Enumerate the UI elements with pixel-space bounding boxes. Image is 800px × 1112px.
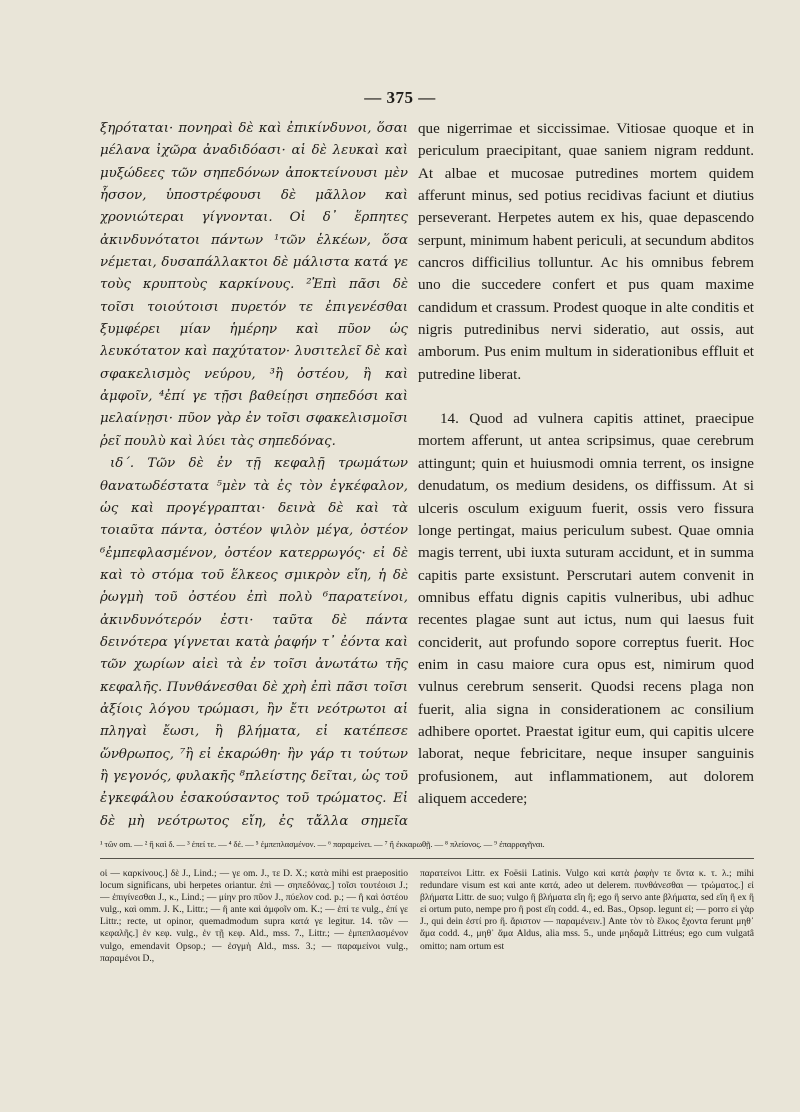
greek-column bbox=[100, 118, 408, 833]
footnote-divider bbox=[100, 858, 754, 859]
greek-paragraph-2: ιδ΄. Τῶν δὲ ἐν τῇ κεφαλῇ τρωμάτων θανατωδέστατα ⁵μὲν τὰ ἐς τὸν ἐγκέφαλον, ὡς καὶ προγέγραπται· δεινὰ δὲ καὶ τὰ τοιαῦτα πάντα, ὀστέον ψιλὸν μέγα, ὀστέον ⁶ἐμπεφλασμένον, ὀστέον κατερρωγός· εἰ δὲ καὶ τὸ στόμα τοῦ ἕλκεος σμικρὸν εἴη, ἡ δὲ ῥωγμὴ τοῦ ὀστέου ἐπὶ πολὺ ⁶παρατείνοι, ἀκινδυνότερόν ἐστι· ταῦτα δὲ πάντα δεινότερα γίγνεται κατὰ ῥαφήν τ᾽ ἐόντα καὶ τῶν χωρίων αἰεὶ τὰ ἐν τοῖσι ἀνωτάτω τῆς κεφαλῆς. Πυνθάνεσθαι δὲ χρὴ ἐπὶ πᾶσι τοῖσι ἀξίοις λόγου τρώμασι, ἢν ἔτι νεότρωτοι αἱ πληγαὶ ἔωσι, ἢ βλήματα, εἰ κατέπεσε ὥνθρωπος, ⁷ἢ εἰ ἐκαρώθη· ἢν γάρ τι τούτων ἢ γεγονός, φυλακῆς ⁸πλείστης δεῖται, ὡς τοῦ ἐγκεφάλου ἐσακούσαντος τοῦ τρώματος. Εἰ δὲ μὴ νεότρωτος εἴη, ἐς τἄλλα σημεῖα bbox=[100, 456, 408, 829]
notes-left-text: οἱ — καρκίνους.] δὲ J., Lind.; — γε om. J., τε D. X.; κατὰ mihi est praepositio locum significans, ubi herpetes oriantur. ἐπὶ — σηπεδόνας.] τοῖσι τουτέοισι J.; — ἐπιγίνεσθαι J., κ., Lind.; — μίην pro πῦον J., πύελον cod. p.; — ἢ καὶ ὀστέου vulg., καὶ omm. J. K., Littr.; — ἢ ante καὶ ἀμφοῖν om. K.; — ἐπί τε vulg., ἐπί γε Littr.; recte, ut opinor, quemadmodum supra κατά γε legitur. 14. τῶν — κεφαλῆς.] ἐν κεφ. vulg., ἐν τῇ κεφ. Ald., mss. 7., Littr.; — ἐμπεπλασμένον vulgo, emendavit Opsop.; — ἐσγμὴ Ald., mss. 3.; — παραμείνοι vulg., παραμένοι D., bbox=[100, 869, 408, 964]
page-number: — 375 — bbox=[364, 88, 436, 107]
latin-column bbox=[418, 118, 754, 833]
critical-notes-left bbox=[100, 868, 408, 1103]
greek-paragraph-1: ξηρόταται· πονηραὶ δὲ καὶ ἐπικίνδυνοι, ὅσαι μέλανα ἰχῶρα ἀναδιδόασι· αἱ δὲ λευκαὶ καὶ μυξώδεες τῶν σηπεδόνων ἀποκτείνουσι μὲν ἧσσον, ὑποστρέφουσι δὲ μᾶλλον καὶ χρονιώτεραι γίγνονται. Οἱ δ᾽ ἕρπητες ἀκινδυνότατοι πάντων ¹τῶν ἑλκέων, ὅσα νέμεται, δυσαπάλλακτοι δὲ μάλιστα κατά γε τοὺς κρυπτοὺς καρκίνους. ²Ἐπὶ πᾶσι δὲ τοῖσι τοιούτοισι πυρετόν τε ἐπιγενέσθαι ξυμφέρει μίαν ἡμέρην καὶ πῦον ὡς λευκότατον καὶ παχύτατον· λυσιτελεῖ δὲ καὶ σφακελισμὸς νεύρου, ³ἢ ὀστέου, ἢ καὶ ἀμφοῖν, ⁴ἐπί γε τῇσι βαθείῃσι σηπεδόσι καὶ μελαίνῃσι· πῦον γὰρ ἐν τοῖσι σφακελισμοῖσι ῥεῖ πουλὺ καὶ λύει τὰς σηπεδόνας. bbox=[100, 121, 408, 449]
latin-paragraph-1: que nigerrimae et siccissimae. Vitiosae quoque et in periculum praecipitant, quae saniem nigram reddunt. At albae et mucosae putredines mortem quidem afferunt minus, sed potius recidivas faciunt et diutius perseverant. Herpetes autem ex his, quae depascendo serpunt, minimum habent periculi, at secundum abditos cancros difficilius tolluntur. Ac his omnibus febrem uno die succedere confert et pus quam maxime candidum et crassum. Prodest quoque in alte conditis et nigris putredinibus nervi sideratio, aut ossis, aut amborum. Pus enim multum in siderationibus effluit et putredine liberat. bbox=[418, 121, 754, 383]
notes-right-text: παρατείνοι Littr. ex Foësii Latinis. Vulgo καὶ κατὰ ῥαφὴν τε ὄντα κ. τ. λ.; mihi redundare visum est καὶ ante κατά, adeo ut delerem. πυνθάνεσθαι — τρώματος.] εἰ βλήματα Littr. de suo; vulgo ἢ βλήματα εἴη ἢ; ego ἢ servo ante βλήματα, sed εἴη ἢ ex ἢ εἰ ortum puto, nempe pro ἢ post εἴη codd. 4., ed. Bas., Opsop. legunt εἰ; — porro εἰ γὰρ J., qui dein ἐστί pro ἢ. ἄριστον — παραμένειν.] Ante τὸν τὸ ἕλκος ἔχοντα ferunt μηθ᾽ ἅμα codd. 4., μηθ᾽ ἅμα Aldus, alia mss. 5., unde μηδαμᾶ Littréus; ego cum vulgatâ omitto; nam ortum est bbox=[420, 869, 754, 952]
critical-notes-right bbox=[420, 868, 754, 1103]
latin-paragraph-2: 14. Quod ad vulnera capitis attinet, praecipue mortem afferunt, ut antea scripsimus, quae cerebrum attingunt; quin et huiusmodi omnia terrent, os insigne denudatum, os medium desidens, os diffissum. At si ulceris osculum exiguum fuerit, ossis vero fissura longe pertingat, maius periculum subest. Quae omnia magis terrent, ubi iuxta suturam accidunt, et in summa capitis parte exsistunt. Perscrutari autem convenit in omnibus effatu dignis capitis vulneribus, ubi adhuc recentes plagae sunt aut ictus, num qui laesus fuit conciderit, aut profundo sopore correptus fuerit. Hoc enim in casu maiore cura opus est, nimirum quod vulnus cerebrum senserit. Quodsi recens plaga non fuerit, alia signa in considerationem ac consilium adhibere oportet. Praestat igitur eum, qui capitis ulcere laborat, neque febricitare, neque insuper sanguinis profusionem, aut inflammationem, aut dolorem aliquem accedere; bbox=[418, 411, 754, 807]
variant-footnotes: ¹ τῶν om. — ² ἢ καὶ δ. — ³ ἐπεί τε. — ⁴ δέ. — ⁵ ἐμπεπλασμένον. — ⁶ παραμείνει. — ⁷ ἢ ἐκκαρωθῇ. — ⁸ πλείονος. — ⁹ ἐπαρραγῆναι. bbox=[100, 839, 545, 849]
